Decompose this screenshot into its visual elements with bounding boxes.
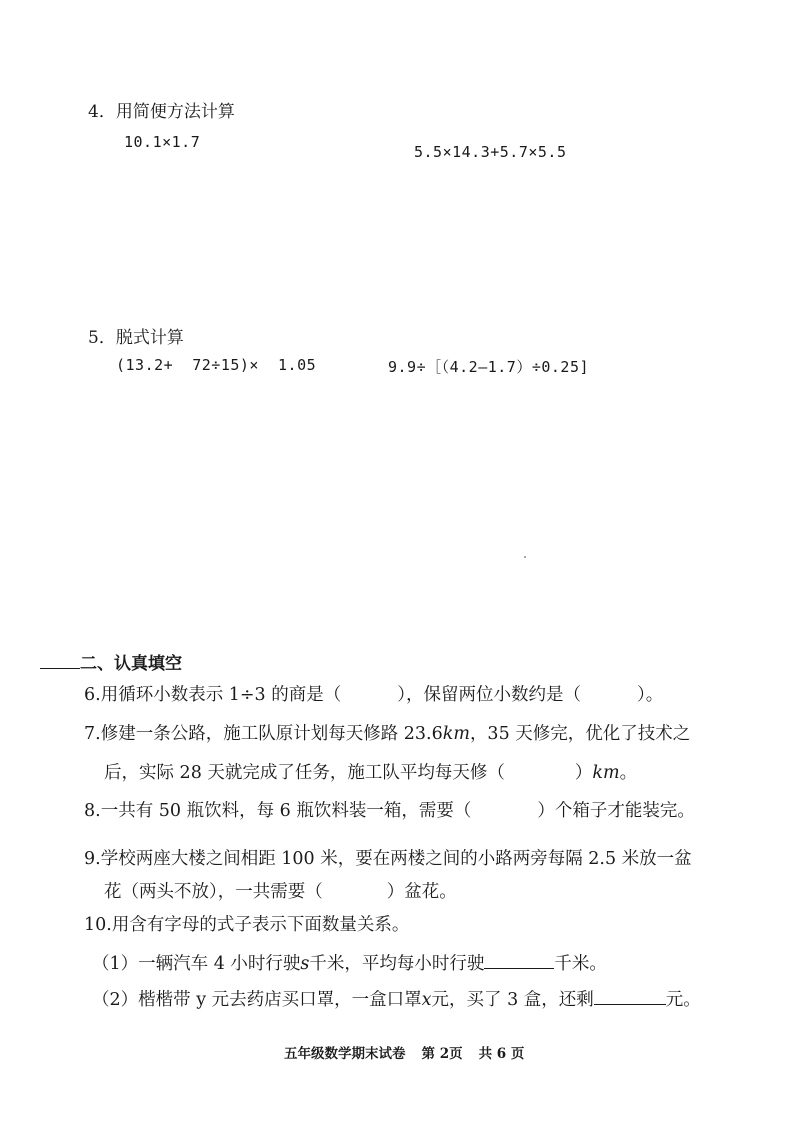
footer-page-number: 第 2页	[421, 1046, 463, 1062]
question-10-sub-1-text-b: 千米，平均每小时行驶	[309, 954, 485, 974]
footer-total-pages: 共 6 页	[478, 1046, 525, 1062]
question-5-expression-a: (13.2+ 72÷15)× 1.05	[116, 356, 317, 374]
question-4-title: 4．用简便方法计算	[88, 102, 235, 122]
question-7-line-1	[84, 720, 690, 745]
question-10-sub-2-text-b: 元，买了 3 盒，还剩	[431, 990, 594, 1010]
question-10-sub-2-var-x: x	[421, 990, 432, 1010]
question-6-text-c: ）。	[637, 685, 664, 705]
question-10-sub-2	[92, 986, 701, 1011]
question-7-unit-km: km	[442, 724, 470, 744]
section-2-title: 二、认真填空	[80, 654, 182, 674]
question-10-sub-2-text-c: 元。	[665, 990, 701, 1010]
question-7-unit-km-2: km	[592, 763, 620, 783]
page-footer	[284, 1042, 540, 1062]
question-9-line-2	[104, 878, 457, 903]
question-9-line-1: 9.学校两座大楼之间相距 100 米，要在两楼之间的小路两旁每隔 2.5 米放一盆	[84, 849, 692, 869]
question-10-sub-2-text-a: （2）楷楷带 y 元去药店买口罩，一盒口罩	[92, 990, 422, 1010]
question-9-text-a: 花（两头不放），一共需要（	[104, 882, 323, 902]
score-blank	[40, 654, 80, 669]
question-8-text-b: ）个箱子才能装完。	[537, 801, 695, 821]
question-6-text-b: ），保留两位小数约是（	[397, 685, 582, 705]
question-6-text-a: 6.用循环小数表示 1÷3 的商是（	[84, 685, 342, 705]
question-7-text-a: 7.修建一条公路，施工队原计划每天修路 23.6	[84, 724, 443, 744]
question-10-sub-1-text-c: 千米。	[554, 954, 607, 974]
question-10-sub-1-text-a: （1）一辆汽车 4 小时行驶	[92, 954, 301, 974]
question-10-sub-1	[92, 950, 607, 975]
question-7-text-d: ）	[574, 763, 593, 783]
question-7-text-b: ，35 天修完，优化了技术之	[469, 724, 691, 744]
question-4-expression-b: 5.5×14.3+5.7×5.5	[414, 143, 567, 161]
section-2-heading	[40, 649, 182, 674]
question-7-line-2	[104, 759, 637, 784]
question-10-sub-1-var-s: s	[300, 954, 310, 974]
question-4-expression-a: 10.1×1.7	[124, 133, 201, 151]
scan-speck	[524, 556, 526, 558]
footer-exam-title: 五年级数学期末试卷	[284, 1046, 406, 1062]
question-9-text-b: ）盆花。	[386, 882, 457, 902]
question-8-text-a: 8.一共有 50 瓶饮料，每 6 瓶饮料装一箱，需要（	[84, 801, 472, 821]
question-10-sub-1-blank[interactable]	[484, 952, 554, 969]
question-8	[84, 797, 695, 822]
question-5-expression-b: 9.9÷［（4.2—1.7）÷0.25]	[388, 358, 590, 376]
question-7-text-e: 。	[619, 763, 638, 783]
question-7-text-c: 后，实际 28 天就完成了任务，施工队平均每天修（	[104, 763, 505, 783]
question-5-title: 5．脱式计算	[88, 328, 184, 348]
question-6	[84, 681, 663, 706]
question-10-sub-2-blank[interactable]	[594, 988, 666, 1005]
question-10-title: 10.用含有字母的式子表示下面数量关系。	[84, 915, 410, 935]
